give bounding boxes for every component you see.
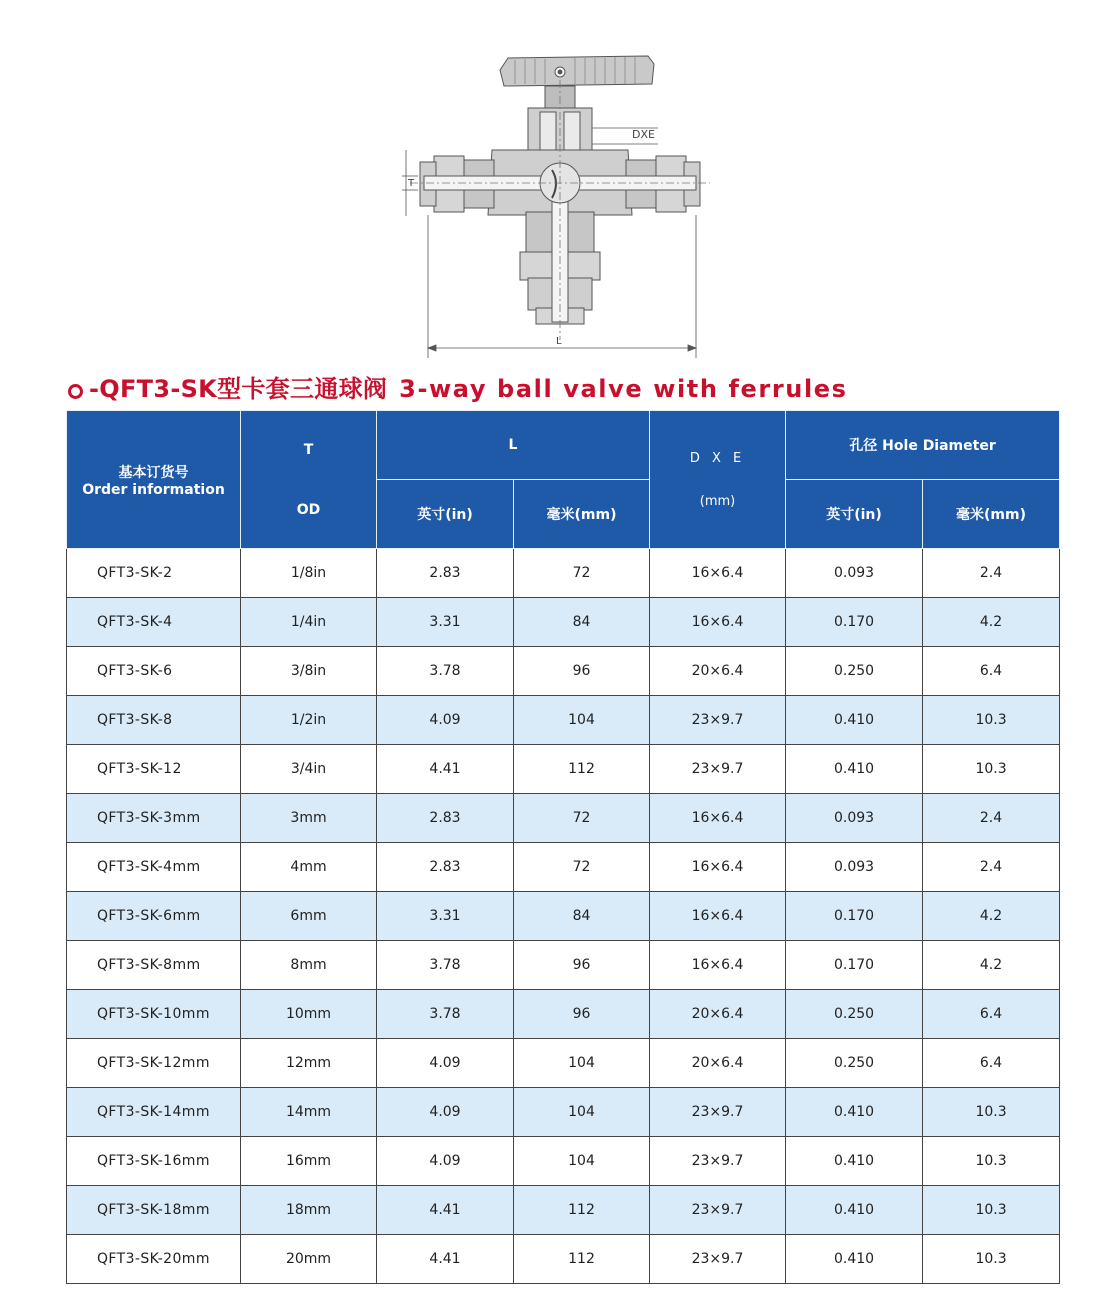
- cell-code: QFT3-SK-4mm: [67, 843, 241, 892]
- cell-dxe: 23×9.7: [650, 1088, 786, 1137]
- table-row: [67, 1186, 1060, 1235]
- cell-l-mm: 112: [514, 1186, 650, 1235]
- cell-hole-in: 0.410: [786, 745, 923, 794]
- cell-od: 14mm: [241, 1088, 377, 1137]
- cell-l-mm: 96: [514, 647, 650, 696]
- dim-dxe-label: DXE: [632, 128, 655, 141]
- cell-hole-mm: 10.3: [923, 696, 1060, 745]
- cell-l-in: 2.83: [377, 549, 514, 598]
- cell-l-in: 2.83: [377, 794, 514, 843]
- cell-dxe: 20×6.4: [650, 1039, 786, 1088]
- cell-l-mm: 104: [514, 1039, 650, 1088]
- cell-hole-mm: 6.4: [923, 990, 1060, 1039]
- header-dxe-unit: (mm): [699, 493, 736, 509]
- cell-hole-in: 0.093: [786, 794, 923, 843]
- cell-od: 3/8in: [241, 647, 377, 696]
- cell-hole-in: 0.170: [786, 892, 923, 941]
- cell-hole-mm: 4.2: [923, 941, 1060, 990]
- title-chinese: -QFT3-SK型卡套三通球阀: [89, 375, 388, 403]
- header-hole-diameter: 孔径 Hole Diameter: [786, 411, 1060, 480]
- cell-od: 12mm: [241, 1039, 377, 1088]
- cell-hole-in: 0.410: [786, 1186, 923, 1235]
- cell-dxe: 23×9.7: [650, 745, 786, 794]
- table-row: [67, 843, 1060, 892]
- cell-dxe: 23×9.7: [650, 1186, 786, 1235]
- cell-hole-mm: 6.4: [923, 1039, 1060, 1088]
- table-row: [67, 1137, 1060, 1186]
- cell-dxe: 16×6.4: [650, 598, 786, 647]
- cell-dxe: 16×6.4: [650, 941, 786, 990]
- cell-od: 3mm: [241, 794, 377, 843]
- cell-l-mm: 84: [514, 598, 650, 647]
- cell-l-in: 4.41: [377, 1235, 514, 1284]
- cell-l-mm: 72: [514, 794, 650, 843]
- cell-l-in: 4.09: [377, 1137, 514, 1186]
- cell-dxe: 20×6.4: [650, 990, 786, 1039]
- cell-dxe: 16×6.4: [650, 892, 786, 941]
- header-order-cn: 基本订货号: [118, 464, 189, 481]
- cell-code: QFT3-SK-2: [67, 549, 241, 598]
- cell-od: 20mm: [241, 1235, 377, 1284]
- table-row: [67, 892, 1060, 941]
- cell-l-mm: 104: [514, 696, 650, 745]
- cell-hole-mm: 4.2: [923, 892, 1060, 941]
- header-od: OD: [296, 501, 321, 518]
- cell-dxe: 16×6.4: [650, 843, 786, 892]
- cell-l-in: 3.78: [377, 647, 514, 696]
- cell-code: QFT3-SK-3mm: [67, 794, 241, 843]
- cell-od: 3/4in: [241, 745, 377, 794]
- cell-hole-mm: 2.4: [923, 843, 1060, 892]
- cell-dxe: 23×9.7: [650, 696, 786, 745]
- cell-code: QFT3-SK-8: [67, 696, 241, 745]
- cell-l-mm: 84: [514, 892, 650, 941]
- cell-l-in: 4.09: [377, 1039, 514, 1088]
- dim-t-label: T: [408, 178, 415, 189]
- cell-code: QFT3-SK-14mm: [67, 1088, 241, 1137]
- cell-od: 1/4in: [241, 598, 377, 647]
- table-row: [67, 549, 1060, 598]
- cell-l-mm: 104: [514, 1088, 650, 1137]
- header-dxe: [650, 411, 786, 549]
- valve-technical-drawing: [400, 40, 720, 360]
- cell-code: QFT3-SK-16mm: [67, 1137, 241, 1186]
- cell-hole-in: 0.250: [786, 647, 923, 696]
- cell-hole-mm: 2.4: [923, 794, 1060, 843]
- cell-l-mm: 72: [514, 843, 650, 892]
- dim-l-label: L: [556, 336, 562, 347]
- cell-od: 1/8in: [241, 549, 377, 598]
- cell-code: QFT3-SK-10mm: [67, 990, 241, 1039]
- cell-code: QFT3-SK-4: [67, 598, 241, 647]
- cell-l-in: 3.78: [377, 941, 514, 990]
- cell-hole-in: 0.170: [786, 598, 923, 647]
- table-row: [67, 696, 1060, 745]
- cell-code: QFT3-SK-8mm: [67, 941, 241, 990]
- header-hole-mm: 毫米(mm): [923, 480, 1060, 549]
- cell-dxe: 16×6.4: [650, 794, 786, 843]
- section-title: [68, 372, 848, 406]
- cell-code: QFT3-SK-6mm: [67, 892, 241, 941]
- cell-l-in: 2.83: [377, 843, 514, 892]
- cell-od: 1/2in: [241, 696, 377, 745]
- cell-hole-mm: 10.3: [923, 1088, 1060, 1137]
- cell-l-in: 3.31: [377, 892, 514, 941]
- cell-od: 10mm: [241, 990, 377, 1039]
- cell-hole-in: 0.250: [786, 990, 923, 1039]
- table-row: [67, 745, 1060, 794]
- cell-hole-in: 0.250: [786, 1039, 923, 1088]
- cell-od: 8mm: [241, 941, 377, 990]
- cell-l-in: 3.31: [377, 598, 514, 647]
- cell-od: 16mm: [241, 1137, 377, 1186]
- cell-dxe: 23×9.7: [650, 1137, 786, 1186]
- table-row: [67, 794, 1060, 843]
- table-row: [67, 598, 1060, 647]
- cell-hole-mm: 10.3: [923, 1235, 1060, 1284]
- header-hole-in: 英寸(in): [786, 480, 923, 549]
- cell-l-mm: 104: [514, 1137, 650, 1186]
- cell-code: QFT3-SK-12mm: [67, 1039, 241, 1088]
- table-row: [67, 1235, 1060, 1284]
- circle-bullet-icon: [68, 384, 83, 399]
- table-row: [67, 647, 1060, 696]
- table-row: [67, 990, 1060, 1039]
- table-row: [67, 1039, 1060, 1088]
- cell-hole-in: 0.410: [786, 696, 923, 745]
- cell-code: QFT3-SK-18mm: [67, 1186, 241, 1235]
- cell-hole-in: 0.410: [786, 1235, 923, 1284]
- header-t: T: [303, 441, 314, 458]
- title-english: 3-way ball valve with ferrules: [399, 375, 848, 403]
- header-dxe-top: D X E: [689, 450, 746, 466]
- cell-hole-mm: 10.3: [923, 1186, 1060, 1235]
- cell-l-mm: 112: [514, 1235, 650, 1284]
- cell-code: QFT3-SK-20mm: [67, 1235, 241, 1284]
- cell-l-mm: 96: [514, 990, 650, 1039]
- cell-hole-in: 0.170: [786, 941, 923, 990]
- cell-l-mm: 72: [514, 549, 650, 598]
- cell-l-in: 3.78: [377, 990, 514, 1039]
- table-row: [67, 941, 1060, 990]
- header-order-info: [67, 411, 241, 549]
- cell-hole-mm: 2.4: [923, 549, 1060, 598]
- cell-od: 4mm: [241, 843, 377, 892]
- cell-hole-mm: 10.3: [923, 1137, 1060, 1186]
- cell-l-in: 4.41: [377, 1186, 514, 1235]
- cell-hole-mm: 4.2: [923, 598, 1060, 647]
- cell-hole-mm: 10.3: [923, 745, 1060, 794]
- table-row: [67, 1088, 1060, 1137]
- cell-code: QFT3-SK-12: [67, 745, 241, 794]
- specification-table: [66, 410, 1060, 1284]
- header-t-od: [241, 411, 377, 549]
- cell-dxe: 16×6.4: [650, 549, 786, 598]
- cell-hole-in: 0.410: [786, 1137, 923, 1186]
- cell-l-mm: 96: [514, 941, 650, 990]
- cell-od: 6mm: [241, 892, 377, 941]
- cell-hole-mm: 6.4: [923, 647, 1060, 696]
- cell-l-in: 4.09: [377, 1088, 514, 1137]
- cell-code: QFT3-SK-6: [67, 647, 241, 696]
- cell-l-in: 4.41: [377, 745, 514, 794]
- header-l-in: 英寸(in): [377, 480, 514, 549]
- cell-hole-in: 0.093: [786, 549, 923, 598]
- cell-hole-in: 0.093: [786, 843, 923, 892]
- header-l-mm: 毫米(mm): [514, 480, 650, 549]
- cell-dxe: 23×9.7: [650, 1235, 786, 1284]
- header-order-en: Order information: [82, 481, 225, 498]
- cell-dxe: 20×6.4: [650, 647, 786, 696]
- cell-od: 18mm: [241, 1186, 377, 1235]
- header-l: L: [377, 411, 650, 480]
- cell-l-mm: 112: [514, 745, 650, 794]
- cell-hole-in: 0.410: [786, 1088, 923, 1137]
- cell-l-in: 4.09: [377, 696, 514, 745]
